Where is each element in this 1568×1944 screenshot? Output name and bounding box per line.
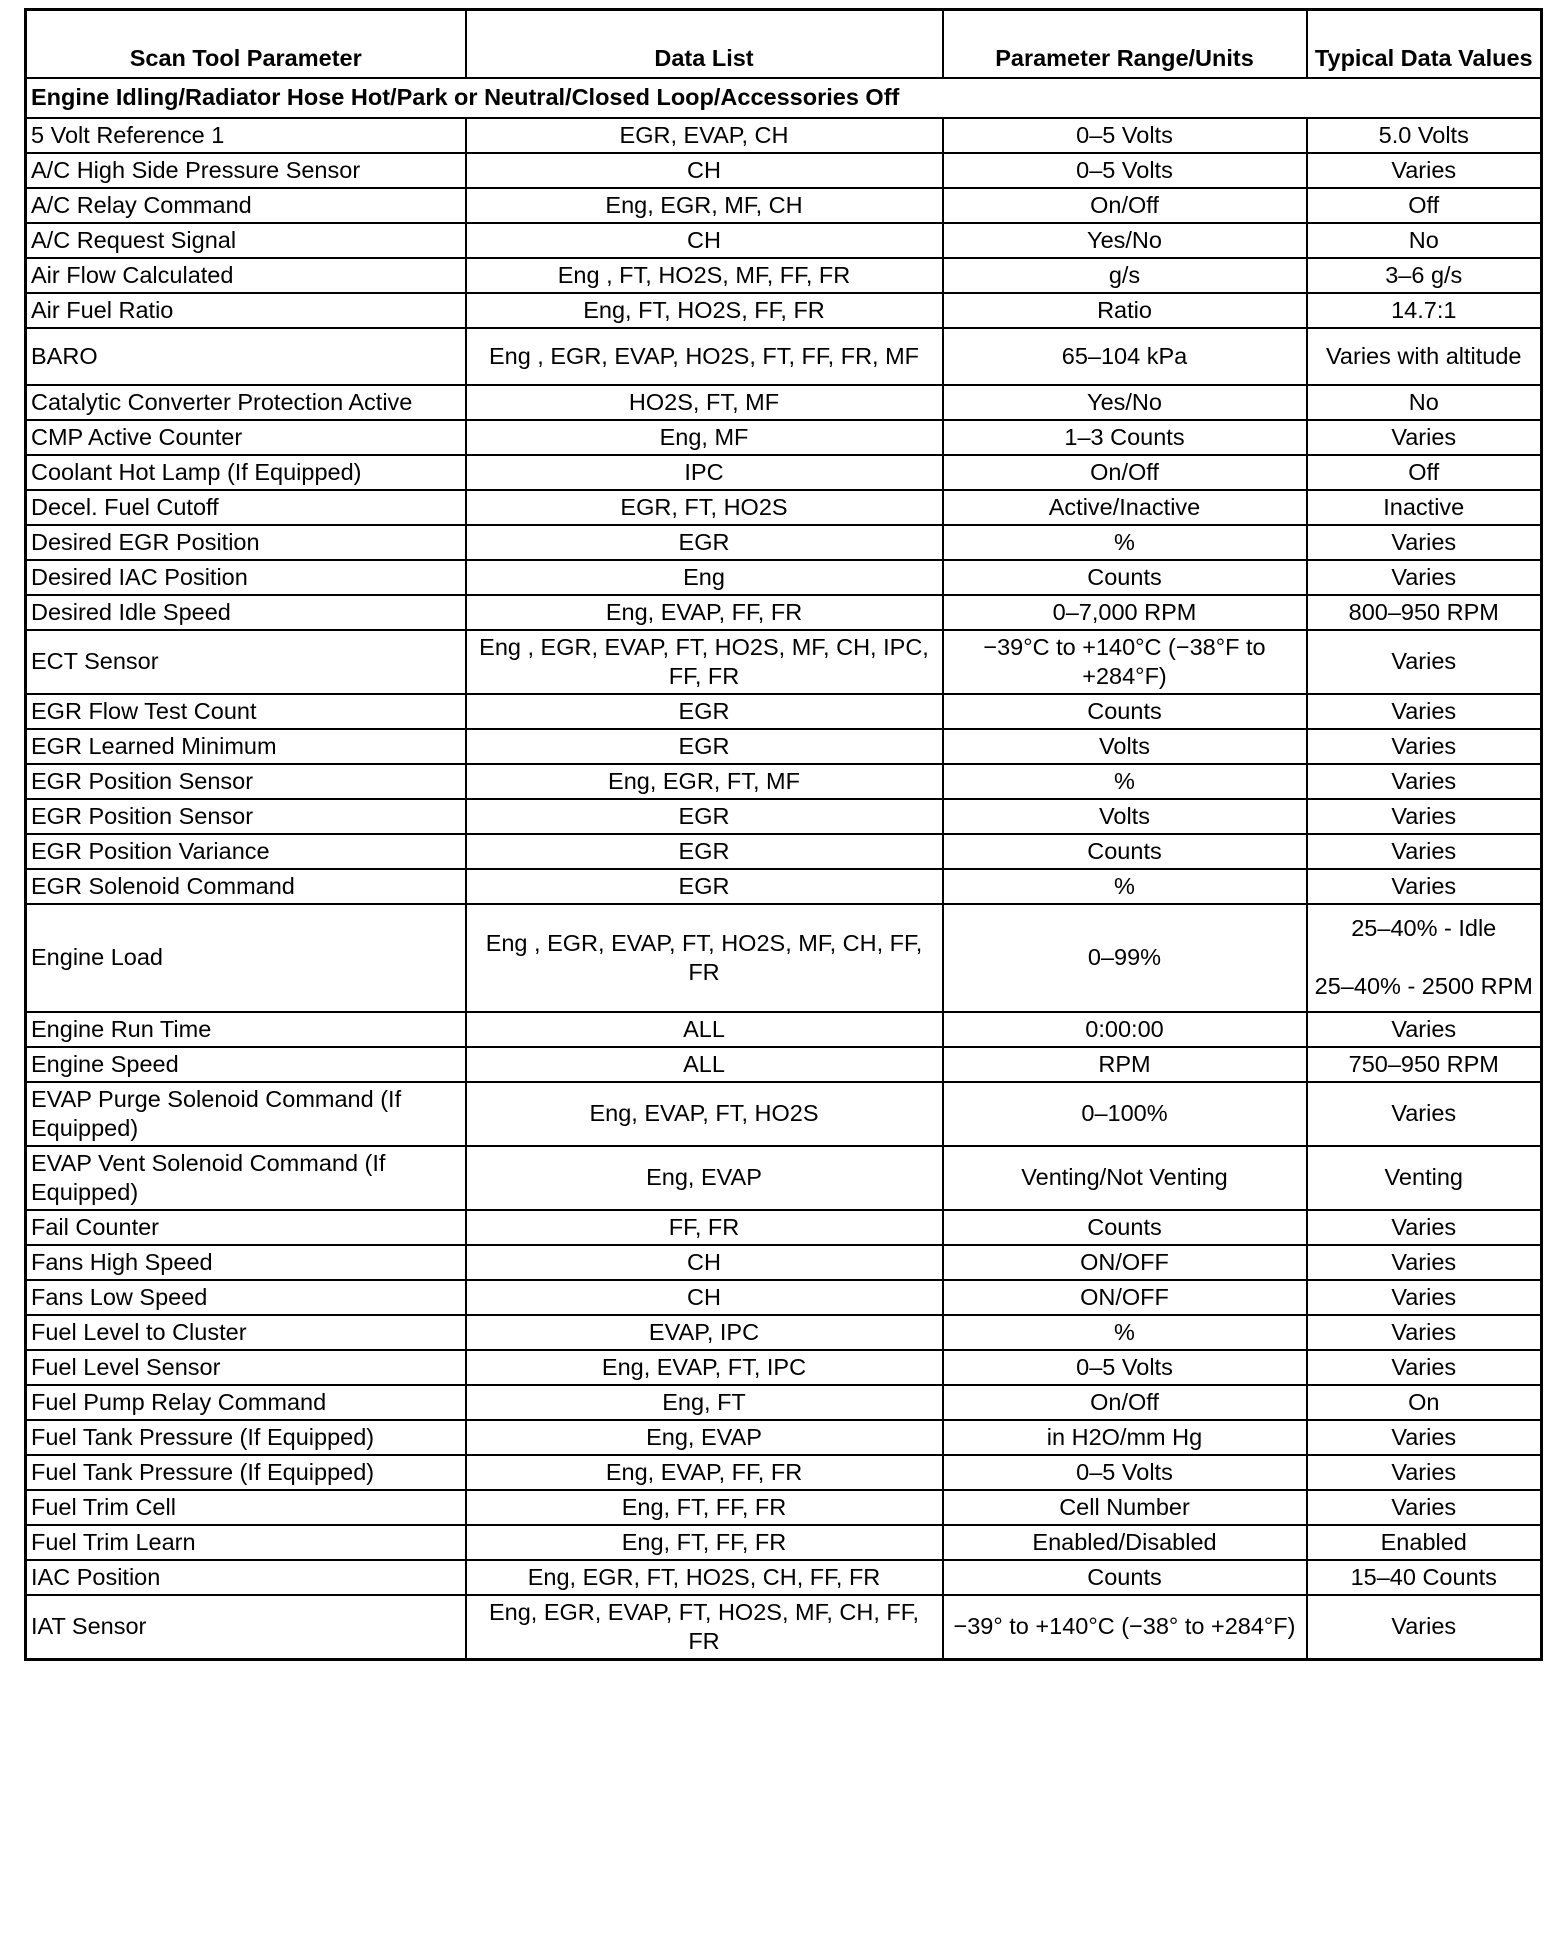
cell-typical-value: Varies (1307, 420, 1542, 455)
table-row (26, 1082, 1542, 1146)
cell-typical-value: Varies (1307, 560, 1542, 595)
scan-tool-parameter-table (24, 8, 1543, 1661)
cell-scan-tool-parameter: 5 Volt Reference 1 (26, 118, 466, 153)
table-row (26, 834, 1542, 869)
cell-scan-tool-parameter: Engine Run Time (26, 1012, 466, 1047)
table-row (26, 1490, 1542, 1525)
table-row (26, 869, 1542, 904)
table-row (26, 1315, 1542, 1350)
cell-data-list: EGR, EVAP, CH (466, 118, 943, 153)
cell-data-list: Eng, EGR, FT, HO2S, CH, FF, FR (466, 1560, 943, 1595)
table-row (26, 595, 1542, 630)
cell-data-list: Eng, MF (466, 420, 943, 455)
cell-scan-tool-parameter: Fuel Trim Learn (26, 1525, 466, 1560)
cell-data-list: EGR (466, 869, 943, 904)
cell-parameter-range: 0–100% (943, 1082, 1307, 1146)
cell-parameter-range: ON/OFF (943, 1245, 1307, 1280)
cell-parameter-range: Yes/No (943, 385, 1307, 420)
cell-typical-value: On (1307, 1385, 1542, 1420)
table-row (26, 1595, 1542, 1660)
table-row (26, 420, 1542, 455)
cell-typical-value: Varies (1307, 153, 1542, 188)
cell-typical-value: 3–6 g/s (1307, 258, 1542, 293)
cell-parameter-range: Cell Number (943, 1490, 1307, 1525)
cell-typical-value: Varies (1307, 1012, 1542, 1047)
table-row (26, 1012, 1542, 1047)
cell-typical-value: Varies (1307, 764, 1542, 799)
table-row (26, 799, 1542, 834)
cell-data-list: Eng, EVAP, FT, HO2S (466, 1082, 943, 1146)
cell-typical-value: Varies (1307, 525, 1542, 560)
cell-typical-value: Varies (1307, 1420, 1542, 1455)
cell-parameter-range: Counts (943, 1560, 1307, 1595)
cell-parameter-range: % (943, 525, 1307, 560)
cell-parameter-range: Active/Inactive (943, 490, 1307, 525)
header-typical-data-values: Typical Data Values (1307, 10, 1542, 78)
cell-typical-value: Inactive (1307, 490, 1542, 525)
cell-scan-tool-parameter: Desired EGR Position (26, 525, 466, 560)
cell-scan-tool-parameter: Engine Load (26, 904, 466, 1012)
table-row (26, 455, 1542, 490)
cell-data-list: CH (466, 223, 943, 258)
cell-scan-tool-parameter: Fuel Tank Pressure (If Equipped) (26, 1455, 466, 1490)
cell-scan-tool-parameter: EGR Position Variance (26, 834, 466, 869)
cell-parameter-range: 0:00:00 (943, 1012, 1307, 1047)
table-row (26, 258, 1542, 293)
cell-data-list: Eng, EVAP (466, 1420, 943, 1455)
cell-scan-tool-parameter: Air Fuel Ratio (26, 293, 466, 328)
cell-data-list: Eng, EGR, EVAP, FT, HO2S, MF, CH, FF, FR (466, 1595, 943, 1660)
cell-data-list: Eng (466, 560, 943, 595)
cell-parameter-range: Ratio (943, 293, 1307, 328)
cell-parameter-range: On/Off (943, 188, 1307, 223)
cell-scan-tool-parameter: Desired IAC Position (26, 560, 466, 595)
cell-data-list: Eng, EGR, MF, CH (466, 188, 943, 223)
cell-typical-value: 800–950 RPM (1307, 595, 1542, 630)
cell-typical-value: Varies (1307, 630, 1542, 694)
section-row (26, 78, 1542, 118)
cell-data-list: IPC (466, 455, 943, 490)
cell-parameter-range: RPM (943, 1047, 1307, 1082)
cell-typical-value: Varies (1307, 1315, 1542, 1350)
cell-typical-value: Varies with altitude (1307, 328, 1542, 385)
cell-scan-tool-parameter: Fail Counter (26, 1210, 466, 1245)
cell-scan-tool-parameter: Catalytic Converter Protection Active (26, 385, 466, 420)
cell-scan-tool-parameter: Fuel Level Sensor (26, 1350, 466, 1385)
cell-data-list: EGR, FT, HO2S (466, 490, 943, 525)
table-row (26, 525, 1542, 560)
cell-parameter-range: Counts (943, 560, 1307, 595)
table-row (26, 729, 1542, 764)
cell-parameter-range: −39°C to +140°C (−38°F to +284°F) (943, 630, 1307, 694)
cell-data-list: EGR (466, 525, 943, 560)
cell-parameter-range: 0–5 Volts (943, 1455, 1307, 1490)
cell-typical-value: Varies (1307, 1595, 1542, 1660)
table-row (26, 1560, 1542, 1595)
table-row (26, 1047, 1542, 1082)
cell-typical-value: Varies (1307, 1280, 1542, 1315)
table-row (26, 1146, 1542, 1210)
cell-typical-value: Varies (1307, 834, 1542, 869)
cell-data-list: Eng , EGR, EVAP, FT, HO2S, MF, CH, IPC, FF, FR (466, 630, 943, 694)
cell-typical-value: Varies (1307, 1490, 1542, 1525)
cell-typical-value: Varies (1307, 799, 1542, 834)
cell-typical-value: Off (1307, 188, 1542, 223)
cell-scan-tool-parameter: Decel. Fuel Cutoff (26, 490, 466, 525)
cell-data-list: Eng, FT, FF, FR (466, 1490, 943, 1525)
cell-scan-tool-parameter: A/C Relay Command (26, 188, 466, 223)
cell-data-list: Eng, FT, HO2S, FF, FR (466, 293, 943, 328)
table-row (26, 694, 1542, 729)
value-spacer (1313, 943, 1536, 972)
cell-typical-value: Varies (1307, 1350, 1542, 1385)
cell-typical-value: Varies (1307, 1245, 1542, 1280)
table-row (26, 1525, 1542, 1560)
cell-typical-value: Varies (1307, 729, 1542, 764)
cell-data-list: CH (466, 153, 943, 188)
cell-typical-value: Varies (1307, 1455, 1542, 1490)
cell-parameter-range: Enabled/Disabled (943, 1525, 1307, 1560)
cell-data-list: CH (466, 1280, 943, 1315)
cell-scan-tool-parameter: EGR Solenoid Command (26, 869, 466, 904)
cell-data-list: EGR (466, 694, 943, 729)
table-row (26, 1210, 1542, 1245)
cell-scan-tool-parameter: Engine Speed (26, 1047, 466, 1082)
cell-scan-tool-parameter: IAT Sensor (26, 1595, 466, 1660)
table-row (26, 1350, 1542, 1385)
cell-scan-tool-parameter: CMP Active Counter (26, 420, 466, 455)
cell-scan-tool-parameter: EGR Position Sensor (26, 799, 466, 834)
cell-data-list: Eng , EGR, EVAP, FT, HO2S, MF, CH, FF, FR (466, 904, 943, 1012)
table-row (26, 153, 1542, 188)
table-row (26, 328, 1542, 385)
cell-data-list: Eng, EGR, FT, MF (466, 764, 943, 799)
header-scan-tool-parameter: Scan Tool Parameter (26, 10, 466, 78)
cell-typical-value: Enabled (1307, 1525, 1542, 1560)
cell-scan-tool-parameter: ECT Sensor (26, 630, 466, 694)
cell-scan-tool-parameter: Coolant Hot Lamp (If Equipped) (26, 455, 466, 490)
cell-scan-tool-parameter: Fans High Speed (26, 1245, 466, 1280)
cell-parameter-range: Venting/Not Venting (943, 1146, 1307, 1210)
cell-data-list: CH (466, 1245, 943, 1280)
table-row (26, 1420, 1542, 1455)
header-row (26, 10, 1542, 78)
cell-parameter-range: 0–5 Volts (943, 153, 1307, 188)
table-row (26, 1455, 1542, 1490)
cell-typical-value: No (1307, 385, 1542, 420)
cell-typical-value: Venting (1307, 1146, 1542, 1210)
cell-data-list: Eng, EVAP, FT, IPC (466, 1350, 943, 1385)
cell-data-list: EGR (466, 834, 943, 869)
cell-typical-value: Off (1307, 455, 1542, 490)
engine-load-idle-value: 25–40% - Idle (1351, 915, 1497, 941)
cell-parameter-range: % (943, 869, 1307, 904)
cell-parameter-range: % (943, 764, 1307, 799)
cell-typical-value: Varies (1307, 1082, 1542, 1146)
cell-data-list: ALL (466, 1047, 943, 1082)
cell-parameter-range: 1–3 Counts (943, 420, 1307, 455)
cell-parameter-range: 0–99% (943, 904, 1307, 1012)
header-parameter-range-units: Parameter Range/Units (943, 10, 1307, 78)
cell-data-list: Eng, FT (466, 1385, 943, 1420)
cell-parameter-range: 0–5 Volts (943, 118, 1307, 153)
cell-typical-value: 5.0 Volts (1307, 118, 1542, 153)
cell-data-list: HO2S, FT, MF (466, 385, 943, 420)
cell-typical-value: Varies (1307, 694, 1542, 729)
cell-typical-value: 750–950 RPM (1307, 1047, 1542, 1082)
table-row (26, 385, 1542, 420)
table-row (26, 490, 1542, 525)
table-row (26, 630, 1542, 694)
cell-typical-value: 15–40 Counts (1307, 1560, 1542, 1595)
cell-scan-tool-parameter: EGR Learned Minimum (26, 729, 466, 764)
cell-scan-tool-parameter: Fuel Tank Pressure (If Equipped) (26, 1420, 466, 1455)
table-row (26, 223, 1542, 258)
cell-data-list: Eng, EVAP, FF, FR (466, 1455, 943, 1490)
table-body (26, 78, 1542, 1660)
cell-scan-tool-parameter: EGR Flow Test Count (26, 694, 466, 729)
cell-scan-tool-parameter: EVAP Purge Solenoid Command (If Equipped) (26, 1082, 466, 1146)
cell-parameter-range: Counts (943, 834, 1307, 869)
cell-parameter-range: Volts (943, 729, 1307, 764)
cell-data-list: FF, FR (466, 1210, 943, 1245)
table-row (26, 764, 1542, 799)
cell-parameter-range: % (943, 1315, 1307, 1350)
cell-typical-value: 14.7:1 (1307, 293, 1542, 328)
cell-parameter-range: 0–5 Volts (943, 1350, 1307, 1385)
cell-scan-tool-parameter: EVAP Vent Solenoid Command (If Equipped) (26, 1146, 466, 1210)
cell-data-list: Eng, FT, FF, FR (466, 1525, 943, 1560)
cell-parameter-range: in H2O/mm Hg (943, 1420, 1307, 1455)
cell-scan-tool-parameter: Fuel Pump Relay Command (26, 1385, 466, 1420)
cell-scan-tool-parameter: Fuel Trim Cell (26, 1490, 466, 1525)
header-data-list: Data List (466, 10, 943, 78)
cell-typical-value (1307, 904, 1542, 1012)
table-row (26, 293, 1542, 328)
cell-typical-value: Varies (1307, 1210, 1542, 1245)
cell-parameter-range: On/Off (943, 1385, 1307, 1420)
cell-scan-tool-parameter: A/C Request Signal (26, 223, 466, 258)
cell-data-list: EGR (466, 729, 943, 764)
cell-data-list: Eng , EGR, EVAP, HO2S, FT, FF, FR, MF (466, 328, 943, 385)
cell-parameter-range: Volts (943, 799, 1307, 834)
section-title: Engine Idling/Radiator Hose Hot/Park or Neutral/Closed Loop/Accessories Off (26, 78, 1542, 118)
cell-scan-tool-parameter: Fuel Level to Cluster (26, 1315, 466, 1350)
cell-scan-tool-parameter: IAC Position (26, 1560, 466, 1595)
cell-typical-value: No (1307, 223, 1542, 258)
table-row (26, 560, 1542, 595)
engine-load-2500-value: 25–40% - 2500 RPM (1314, 973, 1533, 999)
cell-typical-value: Varies (1307, 869, 1542, 904)
table-row (26, 118, 1542, 153)
cell-data-list: EVAP, IPC (466, 1315, 943, 1350)
cell-data-list: ALL (466, 1012, 943, 1047)
table-row (26, 1280, 1542, 1315)
cell-parameter-range: Counts (943, 694, 1307, 729)
cell-scan-tool-parameter: EGR Position Sensor (26, 764, 466, 799)
cell-data-list: Eng, EVAP, FF, FR (466, 595, 943, 630)
table-row (26, 904, 1542, 1012)
cell-parameter-range: ON/OFF (943, 1280, 1307, 1315)
cell-scan-tool-parameter: A/C High Side Pressure Sensor (26, 153, 466, 188)
cell-scan-tool-parameter: Air Flow Calculated (26, 258, 466, 293)
cell-parameter-range: −39° to +140°C (−38° to +284°F) (943, 1595, 1307, 1660)
cell-scan-tool-parameter: BARO (26, 328, 466, 385)
cell-data-list: Eng , FT, HO2S, MF, FF, FR (466, 258, 943, 293)
cell-parameter-range: Counts (943, 1210, 1307, 1245)
cell-scan-tool-parameter: Desired Idle Speed (26, 595, 466, 630)
table-row (26, 1245, 1542, 1280)
table-row (26, 1385, 1542, 1420)
cell-parameter-range: Yes/No (943, 223, 1307, 258)
cell-data-list: EGR (466, 799, 943, 834)
cell-parameter-range: 65–104 kPa (943, 328, 1307, 385)
cell-data-list: Eng, EVAP (466, 1146, 943, 1210)
table-row (26, 188, 1542, 223)
cell-parameter-range: 0–7,000 RPM (943, 595, 1307, 630)
cell-parameter-range: g/s (943, 258, 1307, 293)
cell-parameter-range: On/Off (943, 455, 1307, 490)
cell-scan-tool-parameter: Fans Low Speed (26, 1280, 466, 1315)
